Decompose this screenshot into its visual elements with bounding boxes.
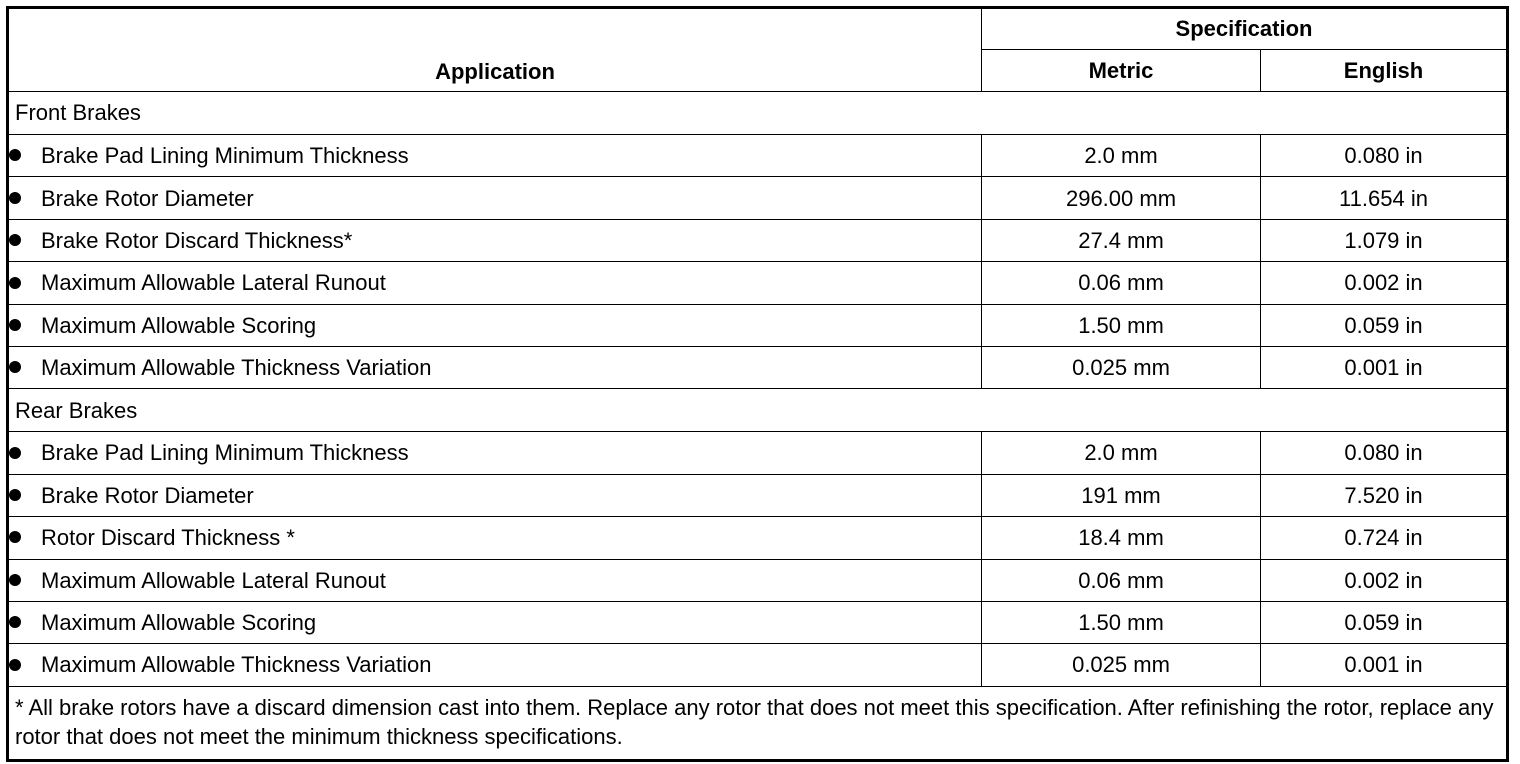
metric-value: 27.4 mm <box>982 219 1261 261</box>
english-value: 0.002 in <box>1261 559 1508 601</box>
metric-value: 0.06 mm <box>982 559 1261 601</box>
metric-value: 191 mm <box>982 474 1261 516</box>
application-cell <box>8 474 982 516</box>
metric-header <box>982 50 1261 92</box>
english-value: 0.080 in <box>1261 432 1508 474</box>
english-value: 0.059 in <box>1261 601 1508 643</box>
english-value: 0.002 in <box>1261 262 1508 304</box>
table-row <box>8 219 1508 261</box>
table-row <box>8 177 1508 219</box>
bullet-icon <box>9 447 21 459</box>
application-label: Brake Rotor Diameter <box>41 482 254 508</box>
metric-value: 296.00 mm <box>982 177 1261 219</box>
application-label: Brake Rotor Diameter <box>41 185 254 211</box>
table-row <box>8 432 1508 474</box>
bullet-icon <box>9 531 21 543</box>
metric-value: 0.025 mm <box>982 346 1261 388</box>
application-cell <box>8 601 982 643</box>
application-label: Maximum Allowable Lateral Runout <box>41 270 386 296</box>
table-row <box>8 346 1508 388</box>
specification-header <box>982 8 1508 50</box>
bullet-icon <box>9 319 21 331</box>
section-title: Front Brakes <box>8 92 1508 135</box>
application-label: Brake Pad Lining Minimum Thickness <box>41 143 409 169</box>
metric-value: 2.0 mm <box>982 135 1261 177</box>
metric-value: 1.50 mm <box>982 601 1261 643</box>
brake-spec-table <box>6 6 1509 762</box>
application-header-label: Application <box>435 58 555 84</box>
english-value: 7.520 in <box>1261 474 1508 516</box>
english-value: 0.001 in <box>1261 346 1508 388</box>
bullet-icon <box>9 616 21 628</box>
application-label: Brake Rotor Discard Thickness* <box>41 227 353 253</box>
metric-value: 0.025 mm <box>982 644 1261 686</box>
application-cell <box>8 346 982 388</box>
metric-value: 0.06 mm <box>982 262 1261 304</box>
bullet-icon <box>9 361 21 373</box>
english-header-label: English <box>1343 57 1424 83</box>
metric-value: 18.4 mm <box>982 517 1261 559</box>
application-label: Brake Pad Lining Minimum Thickness <box>41 440 409 466</box>
application-cell <box>8 559 982 601</box>
section-row-front-brakes <box>8 92 1508 135</box>
spec-body <box>8 92 1508 761</box>
footnote-text: * All brake rotors have a discard dimension cast into them. Replace any rotor that does not meet this specification. After refinishing the rotor, replace any rotor that does not meet the minimum thickness specifications. <box>8 686 1508 760</box>
footnote-row <box>8 686 1508 760</box>
application-cell <box>8 432 982 474</box>
application-cell <box>8 644 982 686</box>
bullet-icon <box>9 192 21 204</box>
bullet-icon <box>9 277 21 289</box>
application-cell <box>8 219 982 261</box>
bullet-icon <box>9 659 21 671</box>
section-row-rear-brakes <box>8 389 1508 432</box>
spec-table-container <box>6 6 1509 762</box>
bullet-icon <box>9 489 21 501</box>
application-label: Maximum Allowable Scoring <box>41 610 317 636</box>
bullet-icon <box>9 234 21 246</box>
english-value: 0.059 in <box>1261 304 1508 346</box>
bullet-icon <box>9 574 21 586</box>
specification-header-label: Specification <box>1175 16 1313 42</box>
table-row <box>8 517 1508 559</box>
application-cell <box>8 135 982 177</box>
header-row-top <box>8 8 1508 50</box>
application-label: Maximum Allowable Thickness Variation <box>41 652 432 678</box>
english-value: 11.654 in <box>1261 177 1508 219</box>
english-value: 0.001 in <box>1261 644 1508 686</box>
metric-header-label: Metric <box>1088 57 1154 83</box>
section-title: Rear Brakes <box>8 389 1508 432</box>
english-value: 0.724 in <box>1261 517 1508 559</box>
table-row <box>8 474 1508 516</box>
metric-value: 1.50 mm <box>982 304 1261 346</box>
application-cell <box>8 262 982 304</box>
table-row <box>8 644 1508 686</box>
application-cell <box>8 304 982 346</box>
application-cell <box>8 517 982 559</box>
table-row <box>8 601 1508 643</box>
table-row <box>8 262 1508 304</box>
table-row <box>8 559 1508 601</box>
application-label: Maximum Allowable Thickness Variation <box>41 355 432 381</box>
bullet-icon <box>9 149 21 161</box>
application-cell <box>8 177 982 219</box>
table-row <box>8 304 1508 346</box>
english-value: 0.080 in <box>1261 135 1508 177</box>
application-label: Maximum Allowable Lateral Runout <box>41 567 386 593</box>
application-label: Maximum Allowable Scoring <box>41 312 317 338</box>
application-header <box>8 8 982 92</box>
metric-value: 2.0 mm <box>982 432 1261 474</box>
english-value: 1.079 in <box>1261 219 1508 261</box>
table-row <box>8 135 1508 177</box>
application-label: Rotor Discard Thickness * <box>41 525 295 551</box>
english-header <box>1261 50 1508 92</box>
